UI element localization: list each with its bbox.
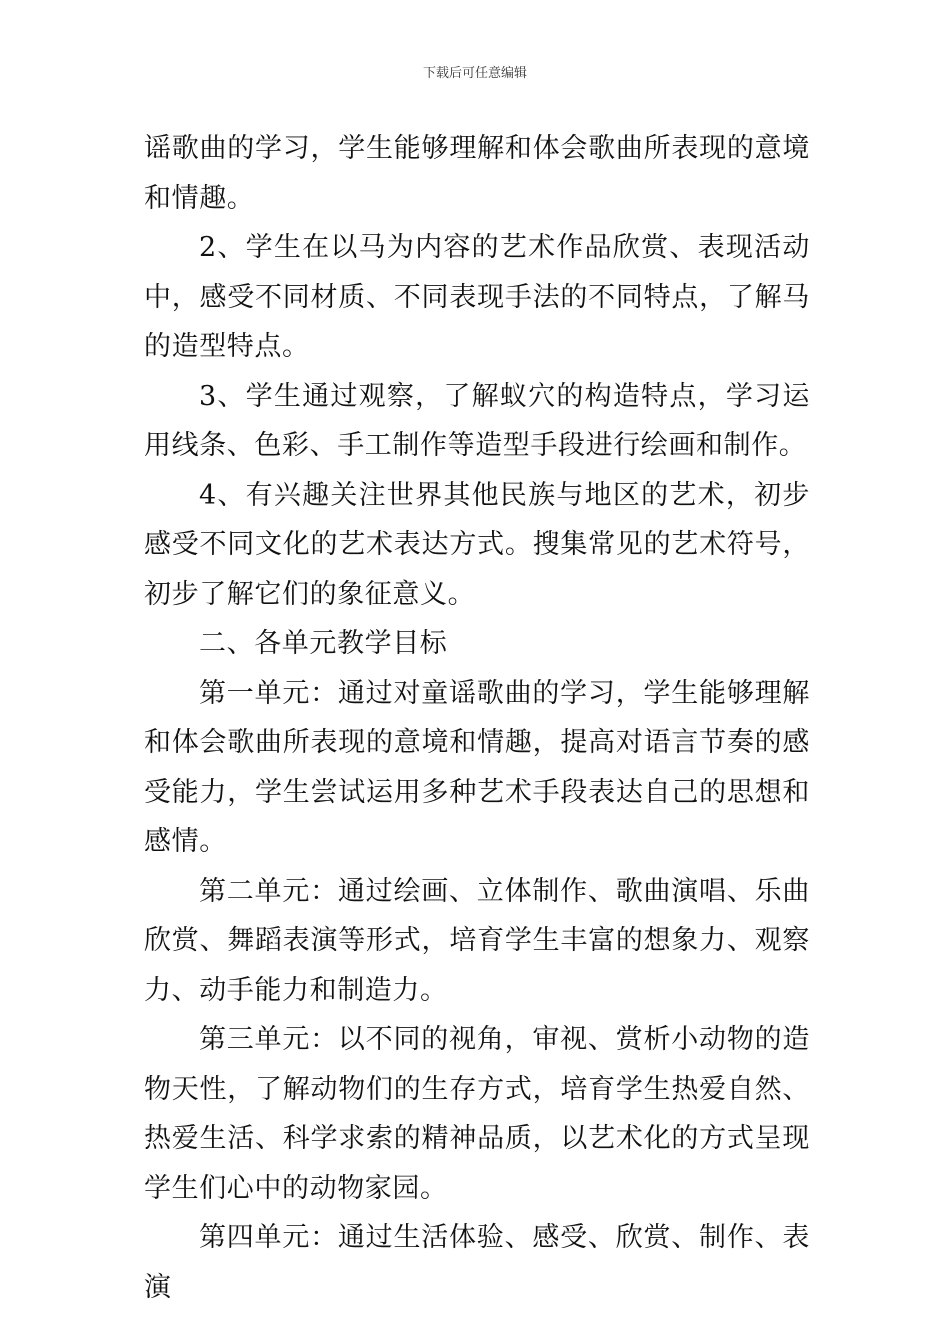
page-header: 下载后可任意编辑 — [422, 66, 527, 81]
paragraph-unit-2: 第二单元：通过绘画、立体制作、歌曲演唱、乐曲欣赏、舞蹈表演等形式，培育学生丰富的想象力、观察力、动手能力和制造力。 — [144, 875, 810, 1006]
paragraph-4: 4、有兴趣关注世界其他民族与地区的艺术，初步感受不同文化的艺术表达方式。搜集常见的艺术符号，初步了解它们的象征意义。 — [144, 479, 810, 610]
paragraph-2: 2、学生在以马为内容的艺术作品欣赏、表现活动中，感受不同材质、不同表现手法的不同特点，了解马的造型特点。 — [144, 232, 810, 362]
document-body — [144, 124, 810, 1312]
paragraph-1: 谣歌曲的学习，学生能够理解和体会歌曲所表现的意境和情趣。 — [144, 133, 810, 214]
section-heading: 二、各单元教学目标 — [199, 628, 448, 659]
paragraph-unit-3: 第三单元：以不同的视角，审视、赏析小动物的造物天性，了解动物们的生存方式，培育学生热爱自然、热爱生活、科学求索的精神品质，以艺术化的方式呈现学生们心中的动物家园。 — [144, 1024, 810, 1204]
paragraph-3: 3、学生通过观察，了解蚁穴的构造特点，学习运用线条、色彩、手工制作等造型手段进行绘画和制作。 — [144, 380, 810, 461]
paragraph-unit-1: 第一单元：通过对童谣歌曲的学习，学生能够理解和体会歌曲所表现的意境和情趣，提高对语言节奏的感受能力，学生尝试运用多种艺术手段表达自己的思想和感情。 — [144, 677, 810, 857]
paragraph-unit-4: 第四单元：通过生活体验、感受、欣赏、制作、表演 — [144, 1222, 810, 1303]
